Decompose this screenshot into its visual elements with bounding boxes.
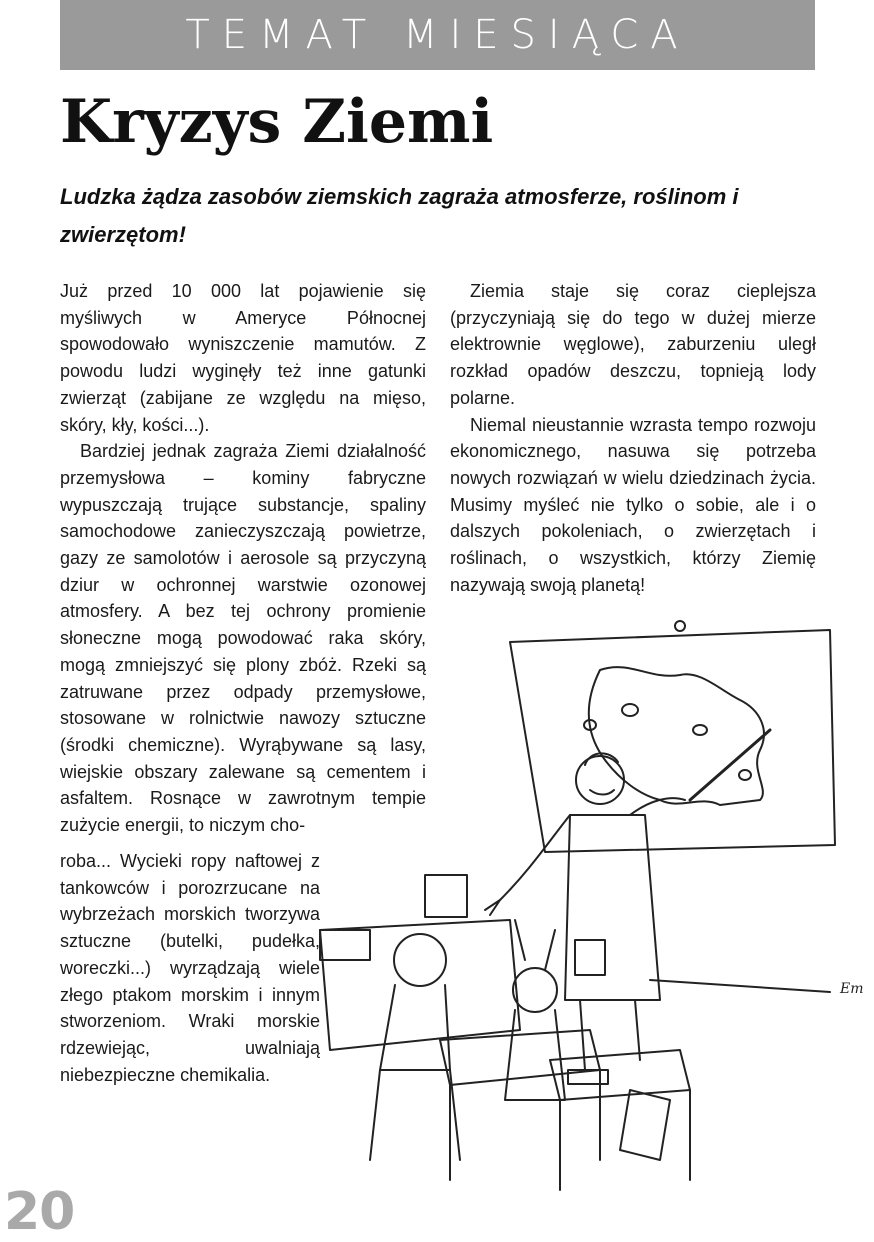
paragraph: roba... Wycieki ropy naftowej z tankowców i porozrzucane na wybrzeżach morskich tworzywa sztuczne (butelki, pudełka, woreczki...) wyrządzają wiele złego ptakom morskim i innym stworzeniom. Wraki morskie rdzewiejąc, uwalniają niebezpieczne chemikalia. <box>60 851 320 1085</box>
student-desk <box>440 1030 600 1180</box>
paragraph: Ziemia staje się coraz cieplejsza (przyczyniają się do tego w dużej mierze elektrownie węglowe), zaburzeniu uległ rozkład opadów deszczu, topnieją lody polarne. <box>450 281 816 408</box>
pupil-figure <box>370 934 460 1160</box>
article-title: Kryzys Ziemi <box>60 87 494 157</box>
article-lead: Ludzka żądza zasobów ziemskich zagraża atmosferze, roślinom i zwierzętom! <box>60 184 739 247</box>
section-label: TEMAT MIESIĄCA <box>185 12 690 58</box>
artist-signature: Em <box>840 981 864 997</box>
student-desk <box>550 1050 690 1190</box>
page-number: 20 <box>4 1182 75 1242</box>
classroom-illustration <box>300 600 874 1200</box>
teacher-figure <box>485 753 685 1070</box>
paragraph: Bardziej jednak zagraża Ziemi działalność przemysłowa – kominy fabryczne wypuszczają trujące substancje, spaliny samochodowe zanieczyszczają powietrze, gazy ze samolotów i aerosole są przyczyną dziur w ochronnej warstwie ozonowej atmosfery. A bez tej ochrony promienie słoneczne mogą powodować raka skóry, mogą zmniejszyć się plony zbóż. Rzeki są zatruwane przez odpady przemysłowe, stosowane w rolnictwie nawozy sztuczne (środki chemiczne). Wyrąbywane są lasy, wiejskie obszary zalewane są cementem i asfaltem. Rosnące w zawrotnym tempie zużycie energii, to niczym cho- <box>60 441 426 836</box>
right-column <box>450 278 816 598</box>
paragraph: Już przed 10 000 lat pojawienie się myśliwych w Ameryce Północnej spowodowało wyniszczenie mamutów. Z powodu ludzi wyginęły też inne gatunki zwierząt (zabijane ze względu na mięso, skóry, kły, kości...). <box>60 281 426 435</box>
school-bag <box>620 1090 670 1160</box>
section-header-band <box>60 0 815 70</box>
teacher-desk <box>320 875 520 1050</box>
pupil-figure <box>505 920 565 1100</box>
left-column-continuation <box>60 848 320 1088</box>
paragraph: Niemal nieustannie wzrasta tempo rozwoju ekonomicznego, nasuwa się potrzeba nowych rozwiązań w wielu dziedzinach życia. Musimy myśleć nie tylko o sobie, ale i o dalszych pokoleniach, o zwierzętach i roślinach, o wszystkich, którzy Ziemię nazywają swoją planetą! <box>450 414 816 595</box>
world-map-board <box>510 621 835 852</box>
